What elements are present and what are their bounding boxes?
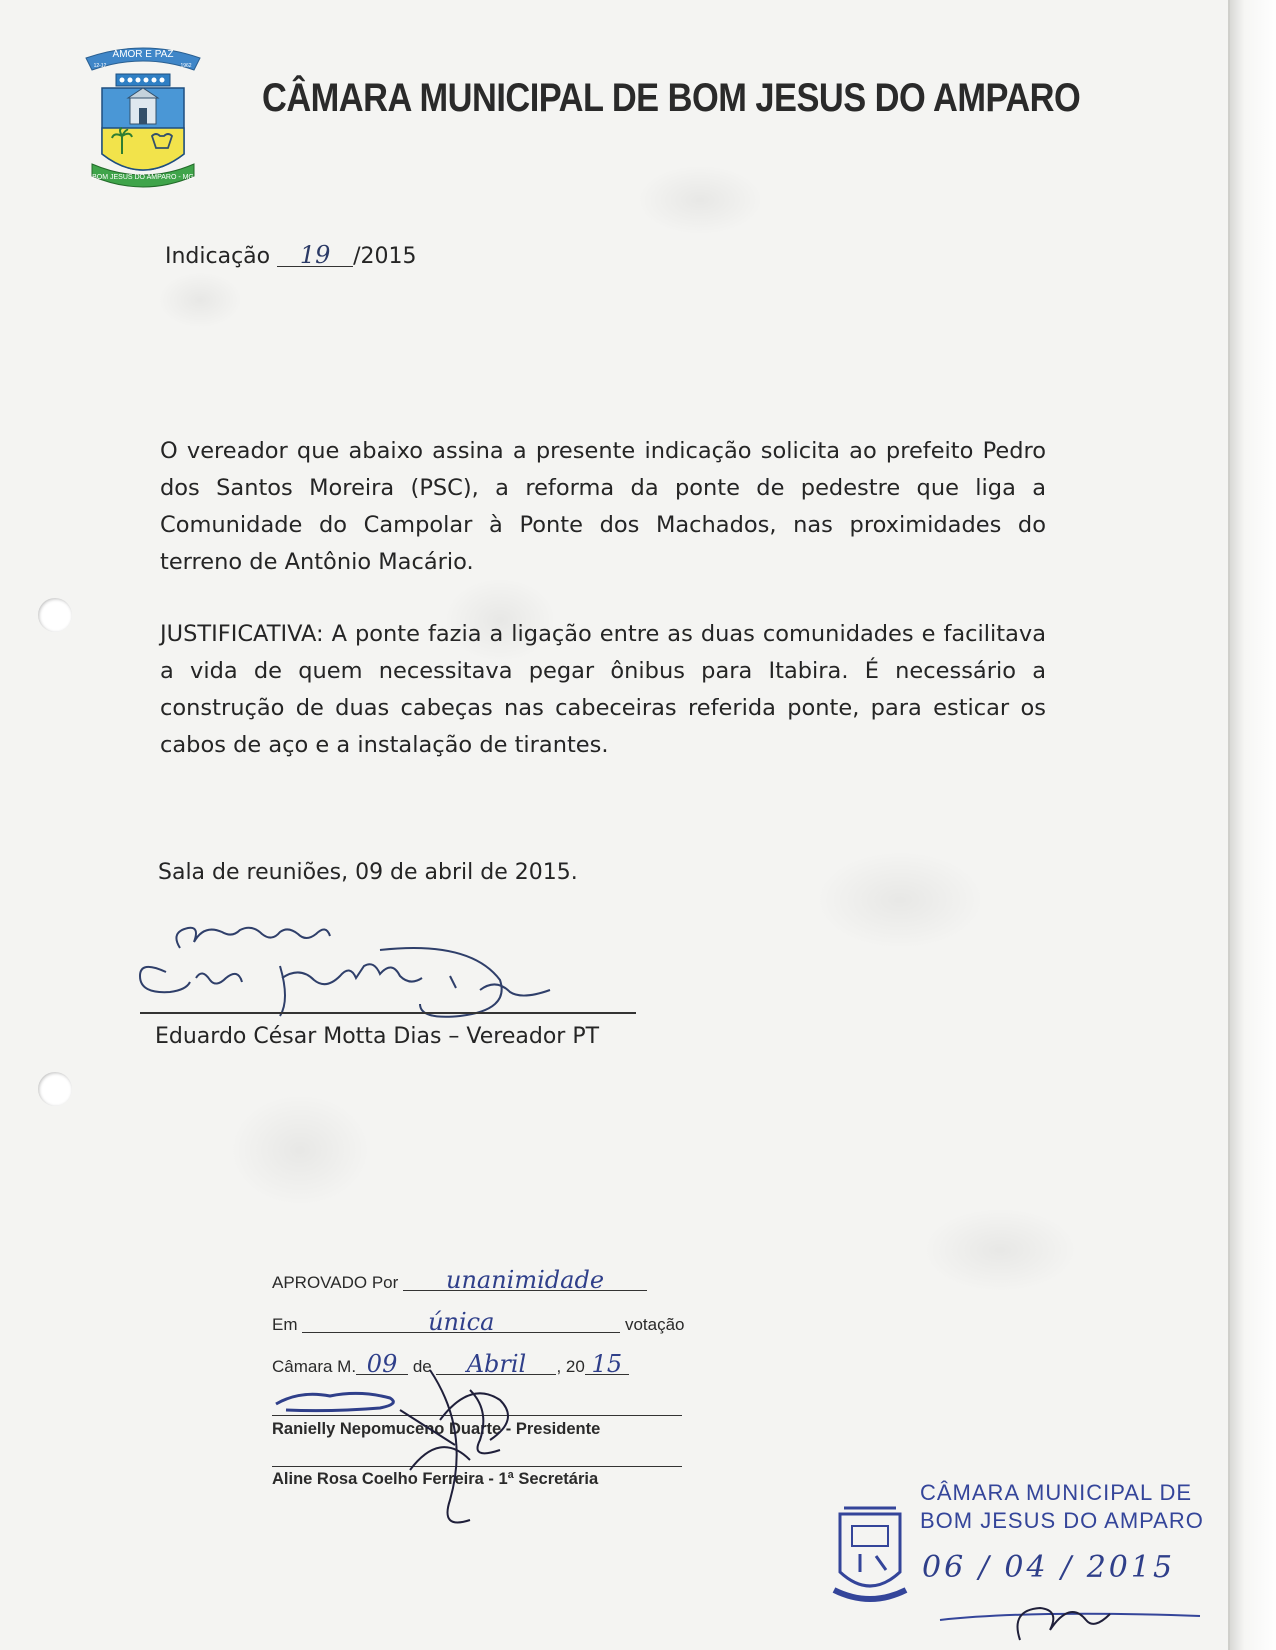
stamp-date: 06 / 04 / 2015 (922, 1550, 1176, 1585)
place-date: Sala de reuniões, 09 de abril de 2015. (158, 860, 578, 885)
secretary-name: Aline Rosa Coelho Ferreira - 1ª Secretária (272, 1470, 599, 1488)
de-label: de (412, 1357, 432, 1376)
svg-text:1962: 1962 (180, 63, 192, 69)
votacao-label: votação (624, 1315, 685, 1334)
month-value: Abril (436, 1354, 556, 1375)
secretary-signature-line (272, 1466, 682, 1467)
indication-number-handwritten: 19 (277, 244, 353, 267)
day-value: 09 (356, 1354, 408, 1375)
indication-number: Indicação 19 /2015 (165, 241, 417, 269)
approved-label: APROVADO Por (272, 1273, 399, 1292)
president-name: Ranielly Nepomuceno Duarte - Presidente (272, 1420, 601, 1438)
em-label: Em (272, 1315, 298, 1334)
camara-label: Câmara M. (272, 1357, 357, 1376)
crest-banner: BOM JESUS DO AMPARO - MG (92, 174, 194, 181)
punch-hole (38, 598, 72, 632)
stamp-crest-icon (830, 1500, 910, 1610)
paper-edge (1228, 0, 1276, 1650)
stamp-line-2: BOM JESUS DO AMPARO (920, 1508, 1204, 1533)
municipal-crest-logo (78, 36, 208, 196)
stamp-line-1: CÂMARA MUNICIPAL DE (920, 1480, 1193, 1505)
crest-motto: AMOR E PAZ (112, 49, 174, 60)
em-value: única (302, 1312, 620, 1333)
receipt-stamp (830, 1480, 1210, 1650)
svg-text:12-12: 12-12 (93, 63, 107, 69)
signatory-name: Eduardo César Motta Dias – Vereador PT (155, 1024, 600, 1049)
approved-value: unanimidade (403, 1270, 647, 1291)
signature-line (140, 1012, 636, 1014)
year-value: 15 (585, 1354, 629, 1375)
justification-paragraph: JUSTIFICATIVA: A ponte fazia a ligação entre as duas comunidades e facilitava a vida de quem necessitava pegar ônibus para Itabira. É necessário a construção de duas cabeças nas cabeceiras referida ponte, para esticar os cabos de aço e a instalação de tirantes. (160, 621, 1046, 758)
request-paragraph: O vereador que abaixo assina a presente indicação solicita ao prefeito Pedro dos Santos Moreira (PSC), a reforma da ponte de pedestre que liga a Comunidade do Campolar à Ponte dos Machados, nas proximidades do terreno de Antônio Macário. (160, 438, 1046, 575)
punch-hole (38, 1072, 72, 1106)
page-title: CÂMARA MUNICIPAL DE BOM JESUS DO AMPARO (262, 76, 1081, 120)
president-signature-line (272, 1415, 682, 1416)
stamp-signature (910, 1580, 1210, 1650)
